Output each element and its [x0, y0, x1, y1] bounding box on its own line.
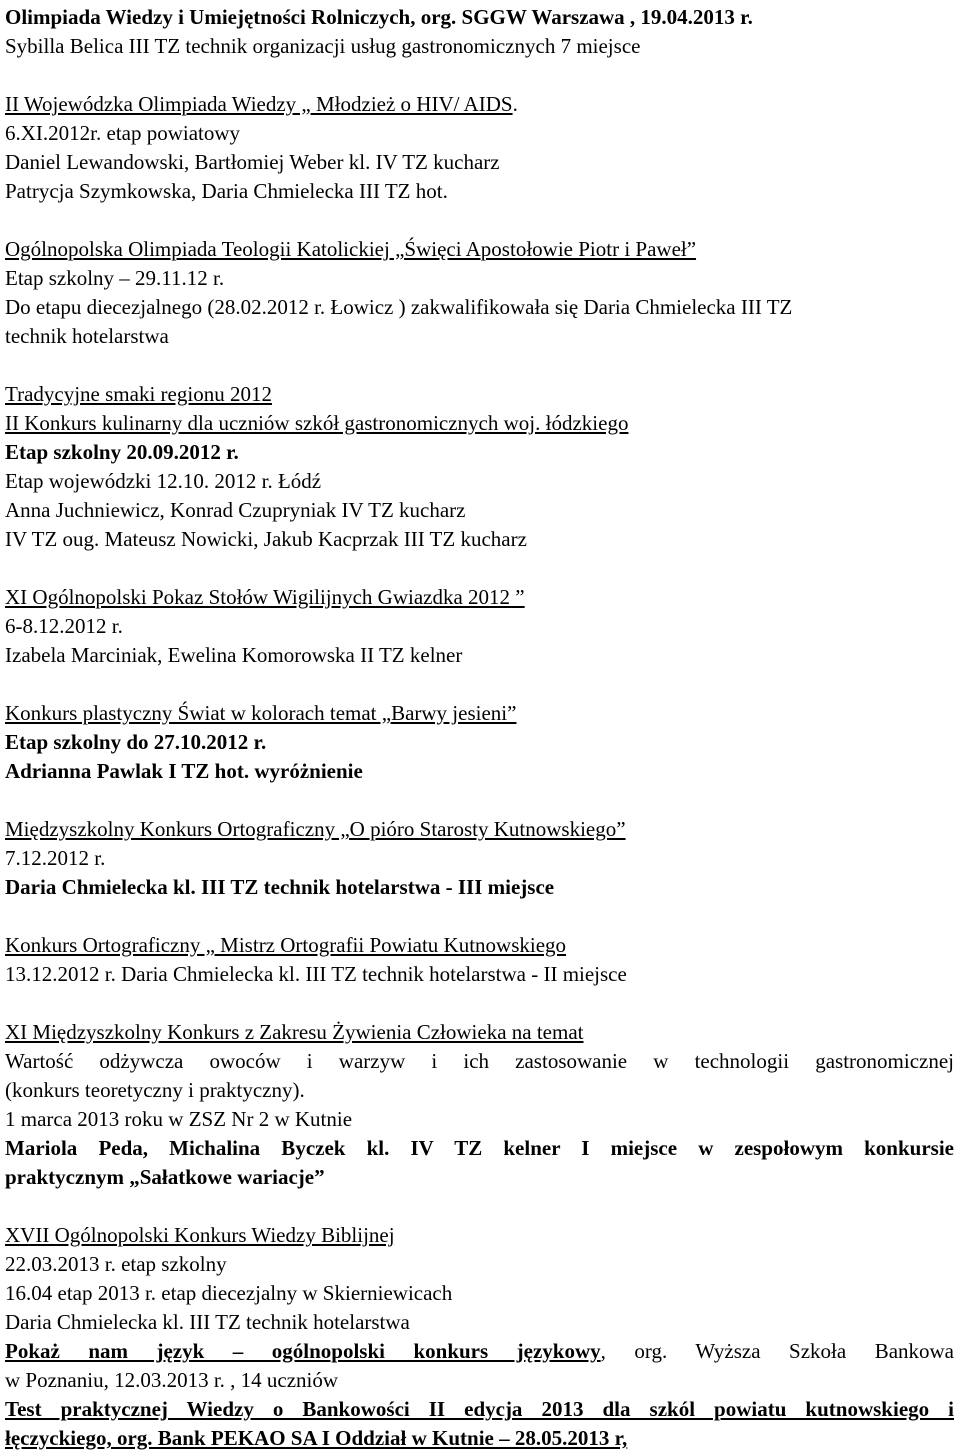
text-line [5, 467, 954, 496]
text-line [5, 32, 954, 61]
text-segment: Sybilla Belica III TZ technik organizacji usług gastronomicznych 7 miejsce [5, 34, 641, 58]
blank-line [5, 554, 954, 583]
text-segment: XVII Ogólnopolski Konkurs Wiedzy Biblijnej [5, 1223, 395, 1247]
text-segment: , org. Wyższa Szkoła Bankowa [600, 1339, 954, 1363]
text-line [5, 177, 954, 206]
text-line [5, 1250, 954, 1279]
text-line [5, 815, 954, 844]
text-segment: . [512, 92, 518, 116]
text-line [5, 119, 954, 148]
text-segment: II Wojewódzka Olimpiada Wiedzy „ Młodzież o HIV/ AIDS [5, 92, 513, 116]
text-line [5, 931, 954, 960]
text-segment: technik hotelarstwa [5, 324, 169, 348]
text-line [5, 3, 954, 32]
text-line [5, 148, 954, 177]
text-line [5, 293, 954, 322]
text-segment: Daria Chmielecka kl. III TZ technik hotelarstwa [5, 1310, 410, 1334]
text-line [5, 496, 954, 525]
text-segment: 7.12.2012 r. [5, 846, 106, 870]
text-segment: 6.XI.2012r. etap powiatowy [5, 121, 241, 145]
text-line [5, 757, 954, 786]
text-segment: Etap szkolny – 29.11.12 r. [5, 266, 225, 290]
blank-line [5, 989, 954, 1018]
text-segment: 22.03.2013 r. etap szkolny [5, 1252, 227, 1276]
text-line [5, 1018, 954, 1047]
text-line [5, 1163, 954, 1192]
text-line [5, 1221, 954, 1250]
blank-line [5, 786, 954, 815]
text-line [5, 1134, 954, 1163]
text-segment: 13.12.2012 r. Daria Chmielecka kl. III TZ technik hotelarstwa - II miejsce [5, 962, 627, 986]
text-segment: Międzyszkolny Konkurs Ortograficzny „O pióro Starosty Kutnowskiego” [5, 817, 626, 841]
text-segment: IV TZ oug. Mateusz Nowicki, Jakub Kacprzak III TZ kucharz [5, 527, 527, 551]
text-segment: Etap szkolny 20.09.2012 r. [5, 440, 239, 464]
text-segment: Daria Chmielecka kl. III TZ technik hotelarstwa - III miejsce [5, 875, 555, 899]
text-segment: Patrycja Szymkowska, Daria Chmielecka III TZ hot. [5, 179, 448, 203]
text-line [5, 409, 954, 438]
blank-line [5, 61, 954, 90]
text-segment: Do etapu diecezjalnego (28.02.2012 r. Łowicz ) zakwalifikowała się Daria Chmielecka III TZ [5, 295, 793, 319]
text-segment: Konkurs Ortograficzny „ Mistrz Ortografii Powiatu Kutnowskiego [5, 933, 567, 957]
text-line [5, 1308, 954, 1337]
text-segment: XI Międzyszkolny Konkurs z Zakresu Żywienia Człowieka na temat [5, 1020, 584, 1044]
blank-line [5, 902, 954, 931]
text-line [5, 728, 954, 757]
text-line [5, 1076, 954, 1105]
text-line [5, 1424, 954, 1453]
text-segment: 1 marca 2013 roku w ZSZ Nr 2 w Kutnie [5, 1107, 353, 1131]
text-segment: łęczyckiego, org. Bank PEKAO SA I Oddział w Kutnie – 28.05.2013 r, [5, 1426, 628, 1450]
text-line [5, 960, 954, 989]
text-line [5, 1047, 954, 1076]
text-line [5, 1337, 954, 1366]
text-line [5, 235, 954, 264]
text-segment: Test praktycznej Wiedzy o Bankowości II edycja 2013 dla szkól powiatu kutnowskiego i [5, 1397, 954, 1421]
text-line [5, 612, 954, 641]
text-line [5, 525, 954, 554]
text-segment: II Konkurs kulinarny dla uczniów szkół gastronomicznych woj. łódzkiego [5, 411, 629, 435]
text-segment: 16.04 etap 2013 r. etap diecezjalny w Skierniewicach [5, 1281, 453, 1305]
text-line [5, 380, 954, 409]
text-line [5, 322, 954, 351]
text-line [5, 873, 954, 902]
text-line [5, 583, 954, 612]
text-line [5, 438, 954, 467]
text-segment: Daniel Lewandowski, Bartłomiej Weber kl. IV TZ kucharz [5, 150, 500, 174]
text-segment: Izabela Marciniak, Ewelina Komorowska II TZ kelner [5, 643, 463, 667]
text-segment: Pokaż nam język – ogólnopolski konkurs językowy [5, 1339, 601, 1363]
text-segment: Mariola Peda, Michalina Byczek kl. IV TZ kelner I miejsce w zespołowym konkursie [5, 1136, 954, 1160]
blank-line [5, 1192, 954, 1221]
text-line [5, 1395, 954, 1424]
text-line [5, 1366, 954, 1395]
text-segment: Adrianna Pawlak I TZ hot. wyróżnienie [5, 759, 363, 783]
text-segment: praktycznym „Sałatkowe wariacje” [5, 1165, 325, 1189]
text-line [5, 1105, 954, 1134]
text-line [5, 90, 954, 119]
text-line [5, 264, 954, 293]
text-line [5, 844, 954, 873]
text-segment: XI Ogólnopolski Pokaz Stołów Wigilijnych Gwiazdka 2012 ” [5, 585, 525, 609]
blank-line [5, 670, 954, 699]
text-segment: Konkurs plastyczny Świat w kolorach temat „Barwy jesieni” [5, 701, 517, 725]
text-segment: Tradycyjne smaki regionu 2012 [5, 382, 272, 406]
text-segment: 6-8.12.2012 r. [5, 614, 123, 638]
text-line [5, 699, 954, 728]
text-segment: (konkurs teoretyczny i praktyczny). [5, 1078, 305, 1102]
text-line [5, 641, 954, 670]
text-segment: Etap szkolny do 27.10.2012 r. [5, 730, 267, 754]
text-segment: Anna Juchniewicz, Konrad Czupryniak IV TZ kucharz [5, 498, 466, 522]
blank-line [5, 351, 954, 380]
text-segment: Etap wojewódzki 12.10. 2012 r. Łódź [5, 469, 322, 493]
text-segment: Ogólnopolska Olimpiada Teologii Katolickiej „Święci Apostołowie Piotr i Paweł” [5, 237, 697, 261]
text-segment: Wartość odżywcza owoców i warzyw i ich zastosowanie w technologii gastronomicznej [5, 1049, 954, 1073]
text-segment: w Poznaniu, 12.03.2013 r. , 14 uczniów [5, 1368, 339, 1392]
text-line [5, 1279, 954, 1308]
blank-line [5, 206, 954, 235]
text-segment: Olimpiada Wiedzy i Umiejętności Rolniczych, org. SGGW Warszawa , 19.04.2013 r. [5, 5, 753, 29]
